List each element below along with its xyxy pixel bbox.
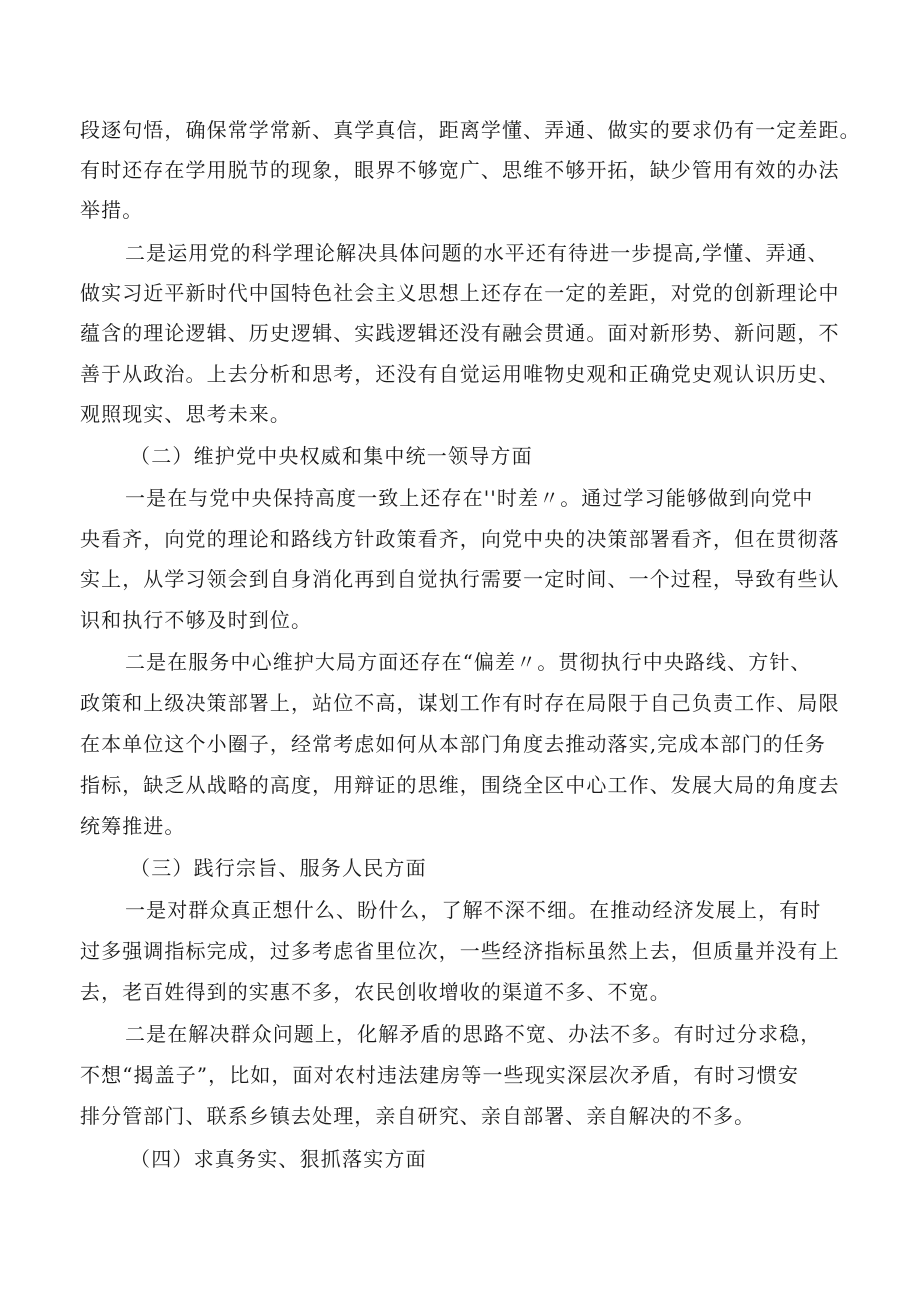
paragraph-line: 二是在解决群众问题上，化解矛盾的思路不宽、办法不多。有时过分求稳， <box>125 1022 822 1046</box>
paragraph-line: 做实习近平新时代中国特色社会主义思想上还存在一定的差距，对党的创新理论中 <box>80 281 840 305</box>
paragraph-line: 有时还存在学用脱节的现象，眼界不够宽广、思维不够开拓，缺少管用有效的办法 <box>80 158 840 182</box>
paragraph-line: 去，老百姓得到的实惠不多，农民创收增收的渠道不多、不宽。 <box>80 980 671 1004</box>
paragraph-line: 政策和上级决策部署上，站位不高，谋划工作有时存在局限于自己负责工作、局限 <box>80 691 840 715</box>
paragraph-line: 不想“揭盖子”，比如，面对农村违法建房等一些现实深层次矛盾，有时习惯安 <box>80 1063 799 1087</box>
paragraph-line: 识和执行不够及时到位。 <box>80 608 313 632</box>
paragraph-line: 蕴含的理论逻辑、历史逻辑、实践逻辑还没有融会贯通。面对新形势、新问题，不 <box>80 321 840 345</box>
paragraph-line: 央看齐，向党的理论和路线方针政策看齐，向党中央的决策部署看齐，但在贯彻落 <box>80 527 840 551</box>
paragraph-line: 过多强调指标完成，过多考虑省里位次，一些经济指标虽然上去，但质量并没有上 <box>80 939 840 963</box>
paragraph-line: 指标，缺乏从战略的高度，用辩证的思维，围绕全区中心工作、发展大局的角度去 <box>80 773 840 797</box>
paragraph-line: 二是在服务中心维护大局方面还存在“偏差〃。贯彻执行中央路线、方针、 <box>125 650 812 674</box>
paragraph-line: 举措。 <box>80 198 144 222</box>
paragraph-line: 二是运用党的科学理论解决具体问题的水平还有待进一步提高,学懂、弄通、 <box>125 241 829 265</box>
section-heading: （二）维护党中央权威和集中统一领导方面 <box>130 444 533 468</box>
paragraph-line: 一是对群众真正想什么、盼什么，了解不深不细。在推动经济发展上，有时 <box>125 898 822 922</box>
paragraph-line: 观照现实、思考未来。 <box>80 402 291 426</box>
paragraph-line: 在本单位这个小圈子，经常考虑如何从本部门角度去推动落实,完成本部门的任务 <box>80 732 826 756</box>
paragraph-line: 统筹推进。 <box>80 814 186 838</box>
paragraph-line: 排分管部门、联系乡镇去处理，亲自研究、亲自部署、亲自解决的不多。 <box>80 1104 756 1128</box>
paragraph-line: 实上，从学习领会到自身消化再到自觉执行需要一定时间、一个过程，导致有些认 <box>80 567 840 591</box>
paragraph-line: 一是在与党中央保持高度一致上还存在''时差〃。通过学习能够做到向党中 <box>125 486 814 510</box>
paragraph-line: 善于从政治。上去分析和思考，还没有自觉运用唯物史观和正确党史观认识历史、 <box>80 362 840 386</box>
paragraph-line: 段逐句悟，确保常学常新、真学真信，距离学懂、弄通、做实的要求仍有一定差距。 <box>80 118 861 142</box>
section-heading: （三）践行宗旨、服务人民方面 <box>130 856 427 880</box>
section-heading: （四）求真务实、狠抓落实方面 <box>130 1147 427 1171</box>
